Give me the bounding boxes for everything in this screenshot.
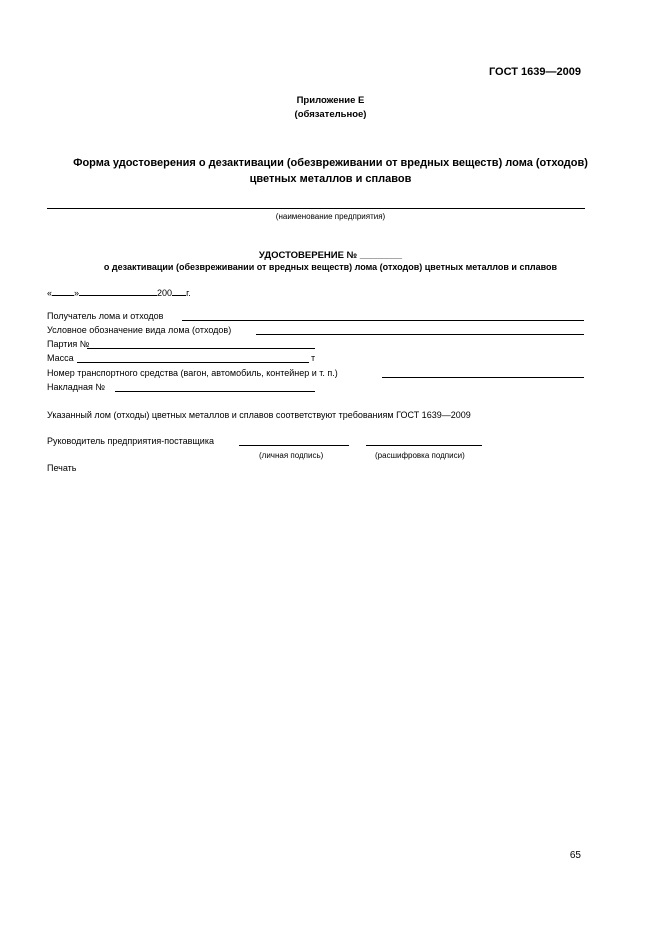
field-scrap-type: [47, 324, 231, 336]
certificate-title: УДОСТОВЕРЕНИЕ № ________: [258, 250, 403, 261]
signature-caption: (личная подпись): [259, 451, 324, 460]
appendix-status: (обязательное): [294, 109, 367, 120]
field-label: Партия №: [47, 339, 90, 349]
form-title: [0, 155, 661, 187]
scrap-type-input-line[interactable]: [256, 334, 584, 335]
mass-unit: т: [311, 353, 316, 363]
form-title-line-2: цветных металлов и сплавов: [249, 173, 412, 185]
month-field[interactable]: [79, 286, 157, 296]
vehicle-input-line[interactable]: [382, 377, 584, 378]
year-field[interactable]: [172, 286, 186, 296]
date-close-quote: »: [74, 288, 80, 298]
year-suffix: г.: [186, 288, 191, 298]
field-label: Масса: [47, 353, 74, 363]
certificate-subtitle: о дезактивации (обезвреживании от вредных веществ) лома (отходов) цветных металлов и сплавов: [103, 262, 558, 272]
signature-input-line[interactable]: [239, 445, 349, 446]
enterprise-name-line[interactable]: [47, 208, 585, 209]
compliance-statement: Указанный лом (отходы) цветных металлов и сплавов соответствуют требованиям ГОСТ 1639—2009: [47, 410, 471, 420]
signature-decode-caption: (расшифровка подписи): [375, 451, 465, 460]
date-line: [47, 286, 191, 298]
date-open-quote: «: [47, 288, 53, 298]
appendix-title: Приложение Е: [296, 95, 365, 106]
mass-input-line[interactable]: [77, 362, 309, 363]
invoice-input-line[interactable]: [115, 391, 315, 392]
field-label: Получатель лома и отходов: [47, 311, 164, 321]
enterprise-caption: (наименование предприятия): [275, 212, 386, 221]
field-mass: [47, 352, 74, 364]
field-vehicle: [47, 367, 338, 379]
signature-decode-input-line[interactable]: [366, 445, 482, 446]
signature-label: Руководитель предприятия-поставщика: [47, 436, 214, 446]
standard-number: ГОСТ 1639—2009: [488, 66, 581, 78]
field-label: Условное обозначение вида лома (отходов): [47, 325, 232, 335]
appendix-heading: [0, 94, 661, 122]
form-title-line-1: Форма удостоверения о дезактивации (обезвреживании от вредных веществ) лома (отходов): [73, 157, 588, 169]
recipient-input-line[interactable]: [182, 320, 584, 321]
year-prefix: 200: [157, 288, 173, 298]
field-label: Накладная №: [47, 382, 106, 392]
page-number: 65: [569, 850, 581, 861]
field-recipient: [47, 310, 163, 322]
field-batch: [47, 338, 89, 350]
field-label: Номер транспортного средства (вагон, автомобиль, контейнер и т. п.): [47, 368, 338, 378]
batch-input-line[interactable]: [87, 348, 315, 349]
stamp-label: Печать: [47, 463, 77, 473]
day-field[interactable]: [52, 286, 74, 296]
field-invoice: [47, 381, 105, 393]
